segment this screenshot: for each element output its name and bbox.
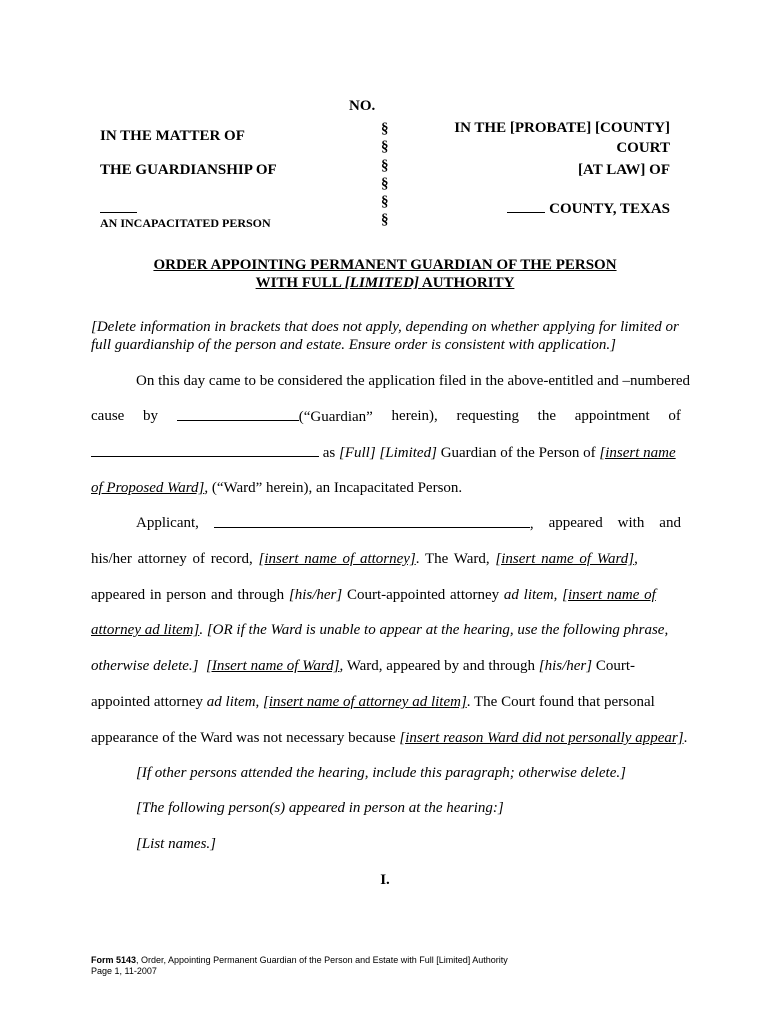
guardian-name-blank [177,408,299,421]
court-line-1: IN THE [PROBATE] [COUNTY] [454,120,670,136]
para1-line-2: cause by (“Guardian” herein), requesting the appointment of [91,408,681,425]
para1-line-1: On this day came to be considered the application filed in the above-entitled and –numbered [136,373,690,389]
section-symbols [381,120,389,230]
para2-line-6: appointed attorney ad litem, [insert name of attorney ad litem]. The Court found that personal [91,694,655,710]
section-heading-i: I. [380,872,390,888]
in-the-matter-of: IN THE MATTER OF [100,128,245,144]
cause-number-label: NO. [349,98,376,114]
instructions-line-1: [Delete information in brackets that does not apply, depending on whether applying for limited or [91,319,679,335]
county-texas-line [507,200,670,218]
para1-line-3: as [Full] [Limited] Guardian of the Person of [insert name [91,444,676,462]
order-title-line-1: ORDER APPOINTING PERMANENT GUARDIAN OF THE PERSON [153,257,617,273]
note-following-persons: [The following person(s) appeared in person at the hearing:] [136,800,504,816]
footer-page-line: Page 1, 11-2007 [91,966,157,976]
guardianship-of: THE GUARDIANSHIP OF [100,162,277,178]
order-title-line-2: WITH FULL [LIMITED] AUTHORITY [255,275,515,291]
note-other-persons: [If other persons attended the hearing, include this paragraph; otherwise delete.] [136,765,626,781]
section-symbol: § [381,121,389,137]
para2-line-5: otherwise delete.] [Insert name of Ward], Ward, appeared by and through [his/her] Court- [91,658,636,674]
para2-line-1: Applicant, , appeared with and [136,515,681,532]
guardian-appointee-blank [91,444,319,457]
incapacitated-person-label: AN INCAPACITATED PERSON [100,216,271,230]
para1-line-4: of Proposed Ward], (“Ward” herein), an Incapacitated Person. [91,480,463,496]
para2-line-4: attorney ad litem]. [OR if the Ward is unable to appear at the hearing, use the following phrase, [91,622,669,638]
instructions-line-2: full guardianship of the person and estate. Ensure order is consistent with application.] [91,337,616,353]
para2-line-3: appeared in person and through [his/her] Court-appointed attorney ad litem, [insert name of [91,587,656,603]
ward-name-blank [100,212,137,213]
section-symbol: § [381,194,389,211]
para2-line-2: his/her attorney of record, [insert name of attorney]. The Ward, [insert name of Ward], [91,551,638,567]
section-symbol: § [381,157,389,174]
footer-form-line: Form 5143, Order, Appointing Permanent Guardian of the Person and Estate with Full [Limited] Authority [91,955,508,965]
section-symbol: § [381,139,389,156]
applicant-name-blank [214,515,530,528]
county-blank [507,200,545,213]
note-list-names: [List names.] [136,836,217,852]
section-symbol: § [381,175,389,192]
county-texas: COUNTY, TEXAS [549,201,670,217]
section-symbol: § [381,212,389,229]
at-law-of: [AT LAW] OF [578,162,670,178]
para2-line-7: appearance of the Ward was not necessary because [insert reason Ward did not personally appear]. [91,730,688,746]
court-line-2: COURT [616,140,670,156]
